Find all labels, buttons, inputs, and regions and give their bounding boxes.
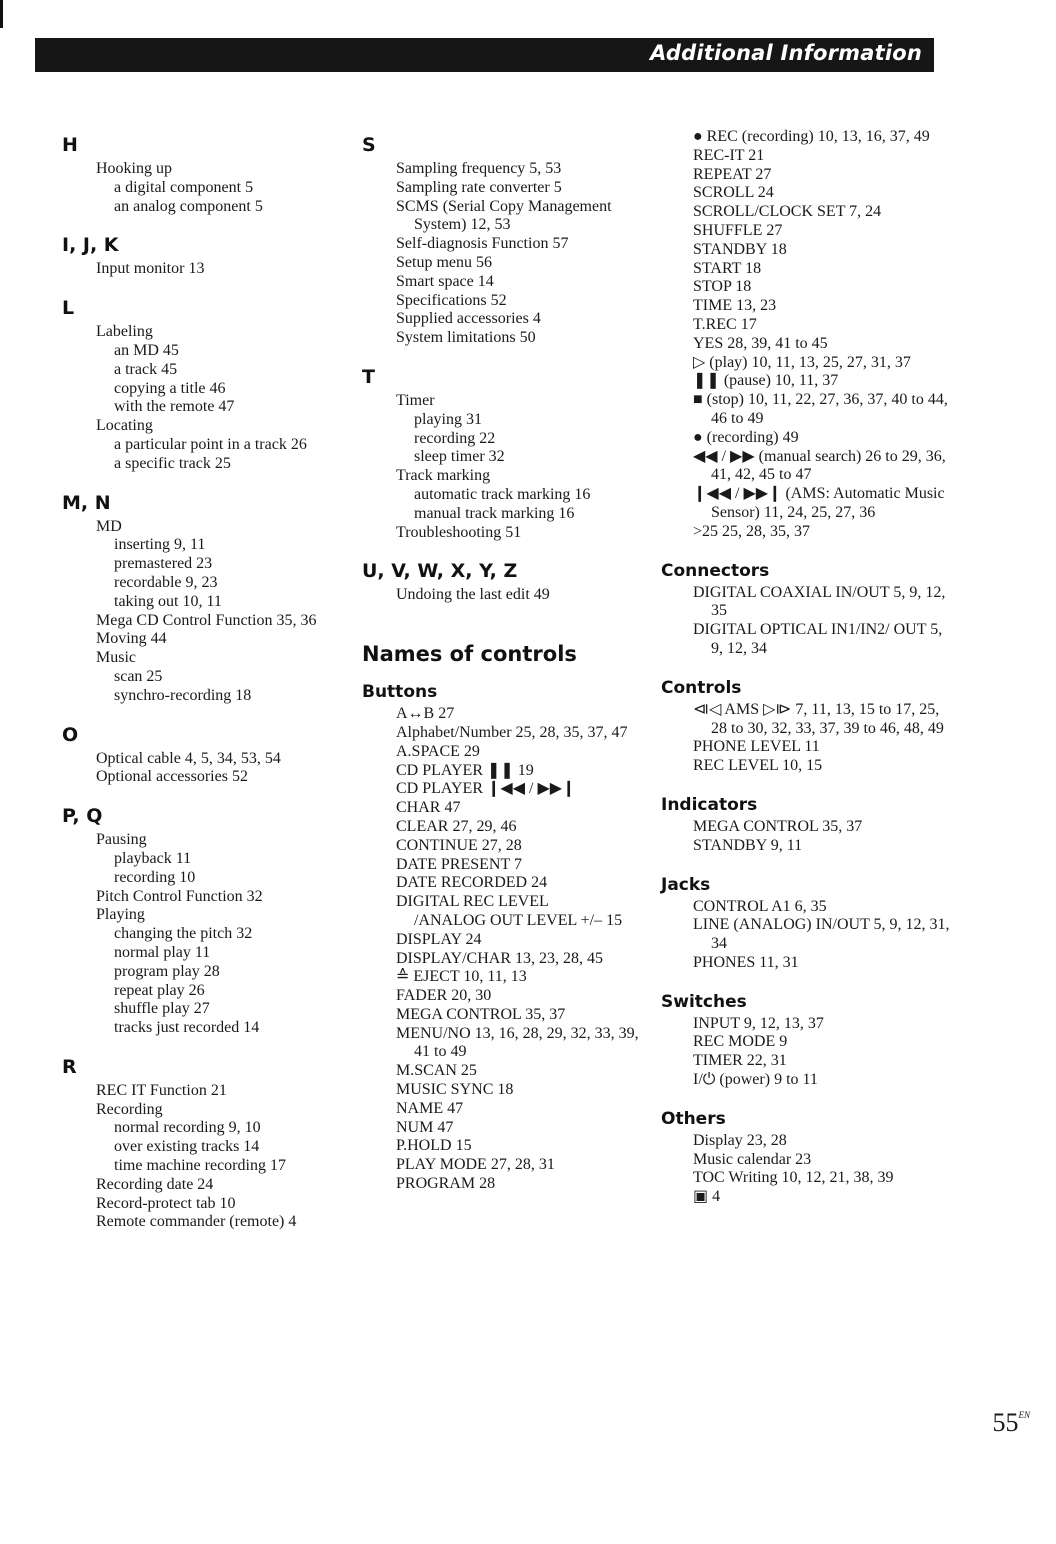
index-entry: ■ (stop) 10, 11, 22, 27, 36, 37, 40 to 44, 46 to 49: [693, 391, 948, 427]
index-entry: REC IT Function 21: [96, 1081, 227, 1099]
index-entry: MUSIC SYNC 18: [396, 1081, 514, 1099]
index-entry: Specifications 52: [396, 291, 507, 309]
index-subentry: playback 11: [114, 849, 192, 867]
index-entry: Self-diagnosis Function 57: [396, 235, 569, 253]
index-letter-heading: R: [62, 1055, 77, 1078]
section-header-bar: [35, 38, 934, 72]
index-subentry: repeat play 26: [114, 981, 205, 999]
index-entry: Optical cable 4, 5, 34, 53, 54: [96, 749, 281, 767]
index-entry: Remote commander (remote) 4: [96, 1213, 297, 1231]
index-letter-heading: I, J, K: [62, 234, 119, 257]
index-entry: PHONES 11, 31: [693, 953, 799, 971]
index-subentry: with the remote 47: [114, 398, 235, 416]
index-entry: REC LEVEL 10, 15: [693, 757, 823, 775]
index-entry: INPUT 9, 12, 13, 37: [693, 1014, 824, 1032]
index-subentry: an analog component 5: [114, 197, 263, 215]
index-entry: Music: [96, 649, 136, 667]
index-entry: Pitch Control Function 32: [96, 887, 263, 905]
page-language-suffix: EN: [1018, 1410, 1030, 1420]
index-subentry: inserting 9, 11: [114, 536, 206, 554]
index-entry: ❙◀◀ / ▶▶❙ (AMS: Automatic Music Sensor) 11, 24, 25, 27, 36: [693, 485, 945, 521]
index-entry: PHONE LEVEL 11: [693, 738, 820, 756]
index-entry: MEGA CONTROL 35, 37: [693, 817, 863, 835]
index-subentry: scan 25: [114, 667, 163, 685]
index-subentry: a particular point in a track 26: [114, 435, 307, 453]
index-letter-heading: S: [362, 134, 376, 156]
index-entry: Smart space 14: [396, 272, 494, 290]
index-subentry: sleep timer 32: [414, 448, 505, 466]
index-column-3: [661, 128, 951, 1207]
section-heading: Names of controls: [362, 642, 577, 667]
index-subentry: tracks just recorded 14: [114, 1019, 260, 1037]
index-entry: Sampling rate converter 5: [396, 178, 562, 196]
index-subentry: automatic track marking 16: [414, 485, 591, 503]
index-letter-heading: M, N: [62, 491, 111, 514]
index-entry: TIMER 22, 31: [693, 1052, 787, 1070]
index-entry: ● REC (recording) 10, 13, 16, 37, 49: [693, 128, 930, 145]
index-entry: CHAR 47: [396, 799, 461, 817]
index-entry: ▣ 4: [693, 1188, 721, 1206]
index-entry: Sampling frequency 5, 53: [396, 160, 562, 177]
index-entry: START 18: [693, 259, 762, 277]
index-entry: Music calendar 23: [693, 1150, 812, 1168]
subsection-heading: Indicators: [661, 794, 758, 815]
index-entry: >25 25, 28, 35, 37: [693, 522, 811, 540]
index-entry: Optional accessories 52: [96, 768, 248, 786]
index-letter-heading: U, V, W, X, Y, Z: [362, 560, 518, 583]
index-entry: STANDBY 9, 11: [693, 836, 803, 854]
index-entry: Mega CD Control Function 35, 36: [96, 611, 317, 629]
index-subentry: normal play 11: [114, 943, 211, 961]
index-entry: Playing: [96, 906, 145, 924]
index-entry: System limitations 50: [396, 329, 536, 347]
index-entry: REC-IT 21: [693, 146, 765, 164]
index-entry: LINE (ANALOG) IN/OUT 5, 9, 12, 31, 34: [693, 916, 950, 953]
index-entry: STANDBY 18: [693, 240, 787, 258]
index-entry: Input monitor 13: [96, 260, 205, 278]
index-column-1: [62, 128, 352, 1232]
index-subentry: premastered 23: [114, 555, 213, 573]
index-subentry: /ANALOG OUT LEVEL +/– 15: [414, 911, 623, 929]
index-entry: SCROLL/CLOCK SET 7, 24: [693, 203, 882, 221]
index-entry: M.SCAN 25: [396, 1062, 477, 1080]
index-subentry: copying a title 46: [114, 379, 226, 397]
index-entry: ◀◀ / ▶▶ (manual search) 26 to 29, 36, 41, 42, 45 to 47: [693, 447, 946, 484]
index-entry: DATE RECORDED 24: [396, 874, 548, 892]
index-letter-heading: O: [62, 723, 79, 746]
index-entry: Track marking: [396, 467, 491, 485]
index-subentry: a specific track 25: [114, 454, 231, 472]
index-entry: REC MODE 9: [693, 1033, 788, 1051]
index-entry: DISPLAY 24: [396, 930, 482, 948]
subsection-heading: Buttons: [362, 682, 438, 703]
index-entry: T.REC 17: [693, 315, 757, 333]
index-entry: DIGITAL COAXIAL IN/OUT 5, 9, 12, 35: [693, 583, 946, 620]
index-entry: A.SPACE 29: [396, 742, 480, 760]
index-entry: DIGITAL OPTICAL IN1/IN2/ OUT 5, 9, 12, 34: [693, 621, 943, 657]
index-entry: P.HOLD 15: [396, 1137, 472, 1155]
page-number-value: 55: [992, 1408, 1019, 1437]
subsection-heading: Jacks: [661, 874, 711, 895]
index-subentry: recording 22: [414, 429, 496, 447]
index-subentry: normal recording 9, 10: [114, 1119, 261, 1137]
index-column-2: [362, 128, 652, 1194]
index-subentry: synchro-recording 18: [114, 686, 252, 704]
index-entry: ▷ (play) 10, 11, 13, 25, 27, 31, 37: [693, 353, 911, 371]
index-subentry: recording 10: [114, 868, 196, 886]
index-entry: Undoing the last edit 49: [396, 586, 550, 604]
index-entry: MENU/NO 13, 16, 28, 29, 32, 33, 39, 41 to 49: [396, 1024, 639, 1061]
index-entry: CLEAR 27, 29, 46: [396, 817, 517, 835]
index-entry: FADER 20, 30: [396, 987, 492, 1005]
index-entry: Record-protect tab 10: [96, 1194, 236, 1212]
index-letter-heading: P, Q: [62, 805, 103, 828]
index-entry: I/⏻ (power) 9 to 11: [693, 1071, 818, 1089]
index-entry: Display 23, 28: [693, 1131, 787, 1149]
index-entry: MD: [96, 517, 122, 535]
index-subentry: manual track marking 16: [414, 504, 575, 522]
index-letter-heading: H: [62, 134, 78, 156]
index-subentry: over existing tracks 14: [114, 1138, 260, 1156]
index-subentry: program play 28: [114, 962, 220, 980]
index-entry: ● (recording) 49: [693, 428, 799, 446]
index-subentry: time machine recording 17: [114, 1157, 286, 1175]
subsection-heading: Others: [661, 1108, 726, 1129]
subsection-heading: Switches: [661, 991, 747, 1012]
index-letter-heading: T: [362, 365, 375, 388]
index-entry: DATE PRESENT 7: [396, 855, 522, 873]
index-entry: Recording date 24: [96, 1175, 214, 1193]
index-entry: TOC Writing 10, 12, 21, 38, 39: [693, 1169, 894, 1187]
index-entry: NAME 47: [396, 1099, 464, 1117]
index-subentry: changing the pitch 32: [114, 925, 253, 943]
page-number: [992, 1408, 1030, 1438]
index-entry: Setup menu 56: [396, 253, 492, 271]
index-entry: ⧏◁ AMS ▷⧐ 7, 11, 13, 15 to 17, 25, 28 to 30, 32, 33, 37, 39 to 46, 48, 49: [693, 700, 944, 737]
index-entry: MEGA CONTROL 35, 37: [396, 1005, 566, 1023]
index-entry: Alphabet/Number 25, 28, 35, 37, 47: [396, 723, 628, 741]
section-title: Additional Information: [650, 41, 922, 65]
index-subentry: a digital component 5: [114, 178, 254, 196]
index-entry: REPEAT 27: [693, 165, 772, 183]
index-subentry: playing 31: [414, 410, 482, 428]
index-subentry: an MD 45: [114, 341, 179, 359]
index-entry: Troubleshooting 51: [396, 523, 522, 541]
index-entry: Timer: [396, 391, 435, 409]
index-entry: Pausing: [96, 831, 147, 849]
index-entry: CONTINUE 27, 28: [396, 836, 522, 854]
subsection-heading: Connectors: [661, 560, 770, 581]
margin-rule: [0, 0, 3, 28]
index-entry: SCROLL 24: [693, 184, 774, 202]
index-entry: STOP 18: [693, 278, 752, 296]
index-entry: DISPLAY/CHAR 13, 23, 28, 45: [396, 949, 603, 967]
index-entry: Recording: [96, 1100, 163, 1118]
index-entry: Labeling: [96, 323, 153, 341]
index-entry: PROGRAM 28: [396, 1175, 496, 1193]
subsection-heading: Controls: [661, 677, 742, 698]
index-subentry: taking out 10, 11: [114, 592, 222, 610]
index-entry: ≙ EJECT 10, 11, 13: [396, 968, 527, 986]
index-entry: CONTROL A1 6, 35: [693, 897, 827, 915]
index-entry: ❚❚ (pause) 10, 11, 37: [693, 372, 839, 390]
index-entry: NUM 47: [396, 1118, 454, 1136]
index-entry: YES 28, 39, 41 to 45: [693, 334, 828, 352]
index-entry: TIME 13, 23: [693, 297, 777, 315]
index-entry: SCMS (Serial Copy Management System) 12, 53: [396, 197, 612, 234]
index-subentry: recordable 9, 23: [114, 573, 218, 591]
index-entry: CD PLAYER ❚❚ 19: [396, 761, 534, 779]
index-entry: Hooking up: [96, 160, 172, 177]
index-entry: PLAY MODE 27, 28, 31: [396, 1156, 555, 1174]
index-entry: SHUFFLE 27: [693, 221, 783, 239]
index-entry: DIGITAL REC LEVEL: [396, 893, 549, 911]
index-entry: Locating: [96, 417, 153, 435]
index-entry: Supplied accessories 4: [396, 310, 541, 328]
index-entry: Moving 44: [96, 630, 167, 648]
index-entry: CD PLAYER ❙◀◀ / ▶▶❙: [396, 780, 576, 798]
index-subentry: shuffle play 27: [114, 1000, 210, 1018]
index-letter-heading: L: [62, 297, 75, 320]
index-entry: A↔B 27: [396, 705, 455, 723]
index-subentry: a track 45: [114, 360, 178, 378]
